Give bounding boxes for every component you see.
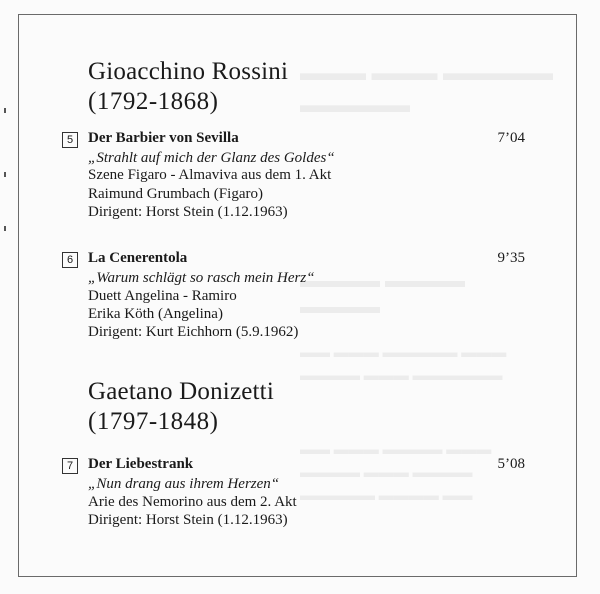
track-detail: Raimund Grumbach (Figaro) [88,186,263,202]
edge-mark [4,226,6,231]
show-through-decoration: ▬▬▬ ▬▬▬ ▬▬▬▬▬ [300,60,553,85]
show-through-decoration: ▬▬▬▬▬ ▬▬▬▬ ▬▬ [300,488,473,504]
track-duration: 7’04 [497,130,525,146]
composer-name: Gioacchino Rossini [88,58,289,85]
track-detail: Erika Köth (Angelina) [88,306,223,322]
track-detail: Dirigent: Horst Stein (1.12.1963) [88,512,288,528]
track-detail: Duett Angelina - Ramiro [88,288,237,304]
track-duration: 5’08 [497,456,525,472]
track-quote: „Strahlt auf mich der Glanz des Goldes“ [88,150,335,166]
show-through-decoration: ▬▬▬▬▬ [300,92,410,117]
track-detail: Arie des Nemorino aus dem 2. Akt [88,494,297,510]
composer-years: (1797-1848) [88,408,219,435]
track-number: 6 [62,252,78,268]
track-title: Der Barbier von Sevilla [88,130,239,146]
show-through-decoration: ▬▬▬▬ ▬▬▬ ▬▬▬▬▬▬ [300,368,503,384]
track-detail: Dirigent: Horst Stein (1.12.1963) [88,204,288,220]
show-through-decoration: ▬▬ ▬▬▬ ▬▬▬▬ ▬▬▬ [300,442,492,458]
track-number: 7 [62,458,78,474]
composer-years: (1792-1868) [88,88,219,115]
track-quote: „Nun drang aus ihrem Herzen“ [88,476,280,492]
track-quote: „Warum schlägt so rasch mein Herz“ [88,270,315,286]
track-title: Der Liebestrank [88,456,194,472]
show-through-decoration: ▬▬▬▬ ▬▬▬ ▬▬▬▬ [300,465,473,481]
composer-name: Gaetano Donizetti [88,378,274,405]
track-duration: 9’35 [497,250,525,266]
edge-mark [4,172,6,177]
show-through-decoration: ▬▬▬▬ ▬▬▬▬ [300,270,465,292]
show-through-decoration: ▬▬ ▬▬▬ ▬▬▬▬▬ ▬▬▬ [300,345,507,361]
track-number: 5 [62,132,78,148]
track-detail: Dirigent: Kurt Eichhorn (5.9.1962) [88,324,299,340]
edge-mark [4,108,6,113]
track-detail: Szene Figaro - Almaviva aus dem 1. Akt [88,167,332,183]
show-through-decoration: ▬▬▬▬ [300,296,380,318]
track-title: La Cenerentola [88,250,188,266]
